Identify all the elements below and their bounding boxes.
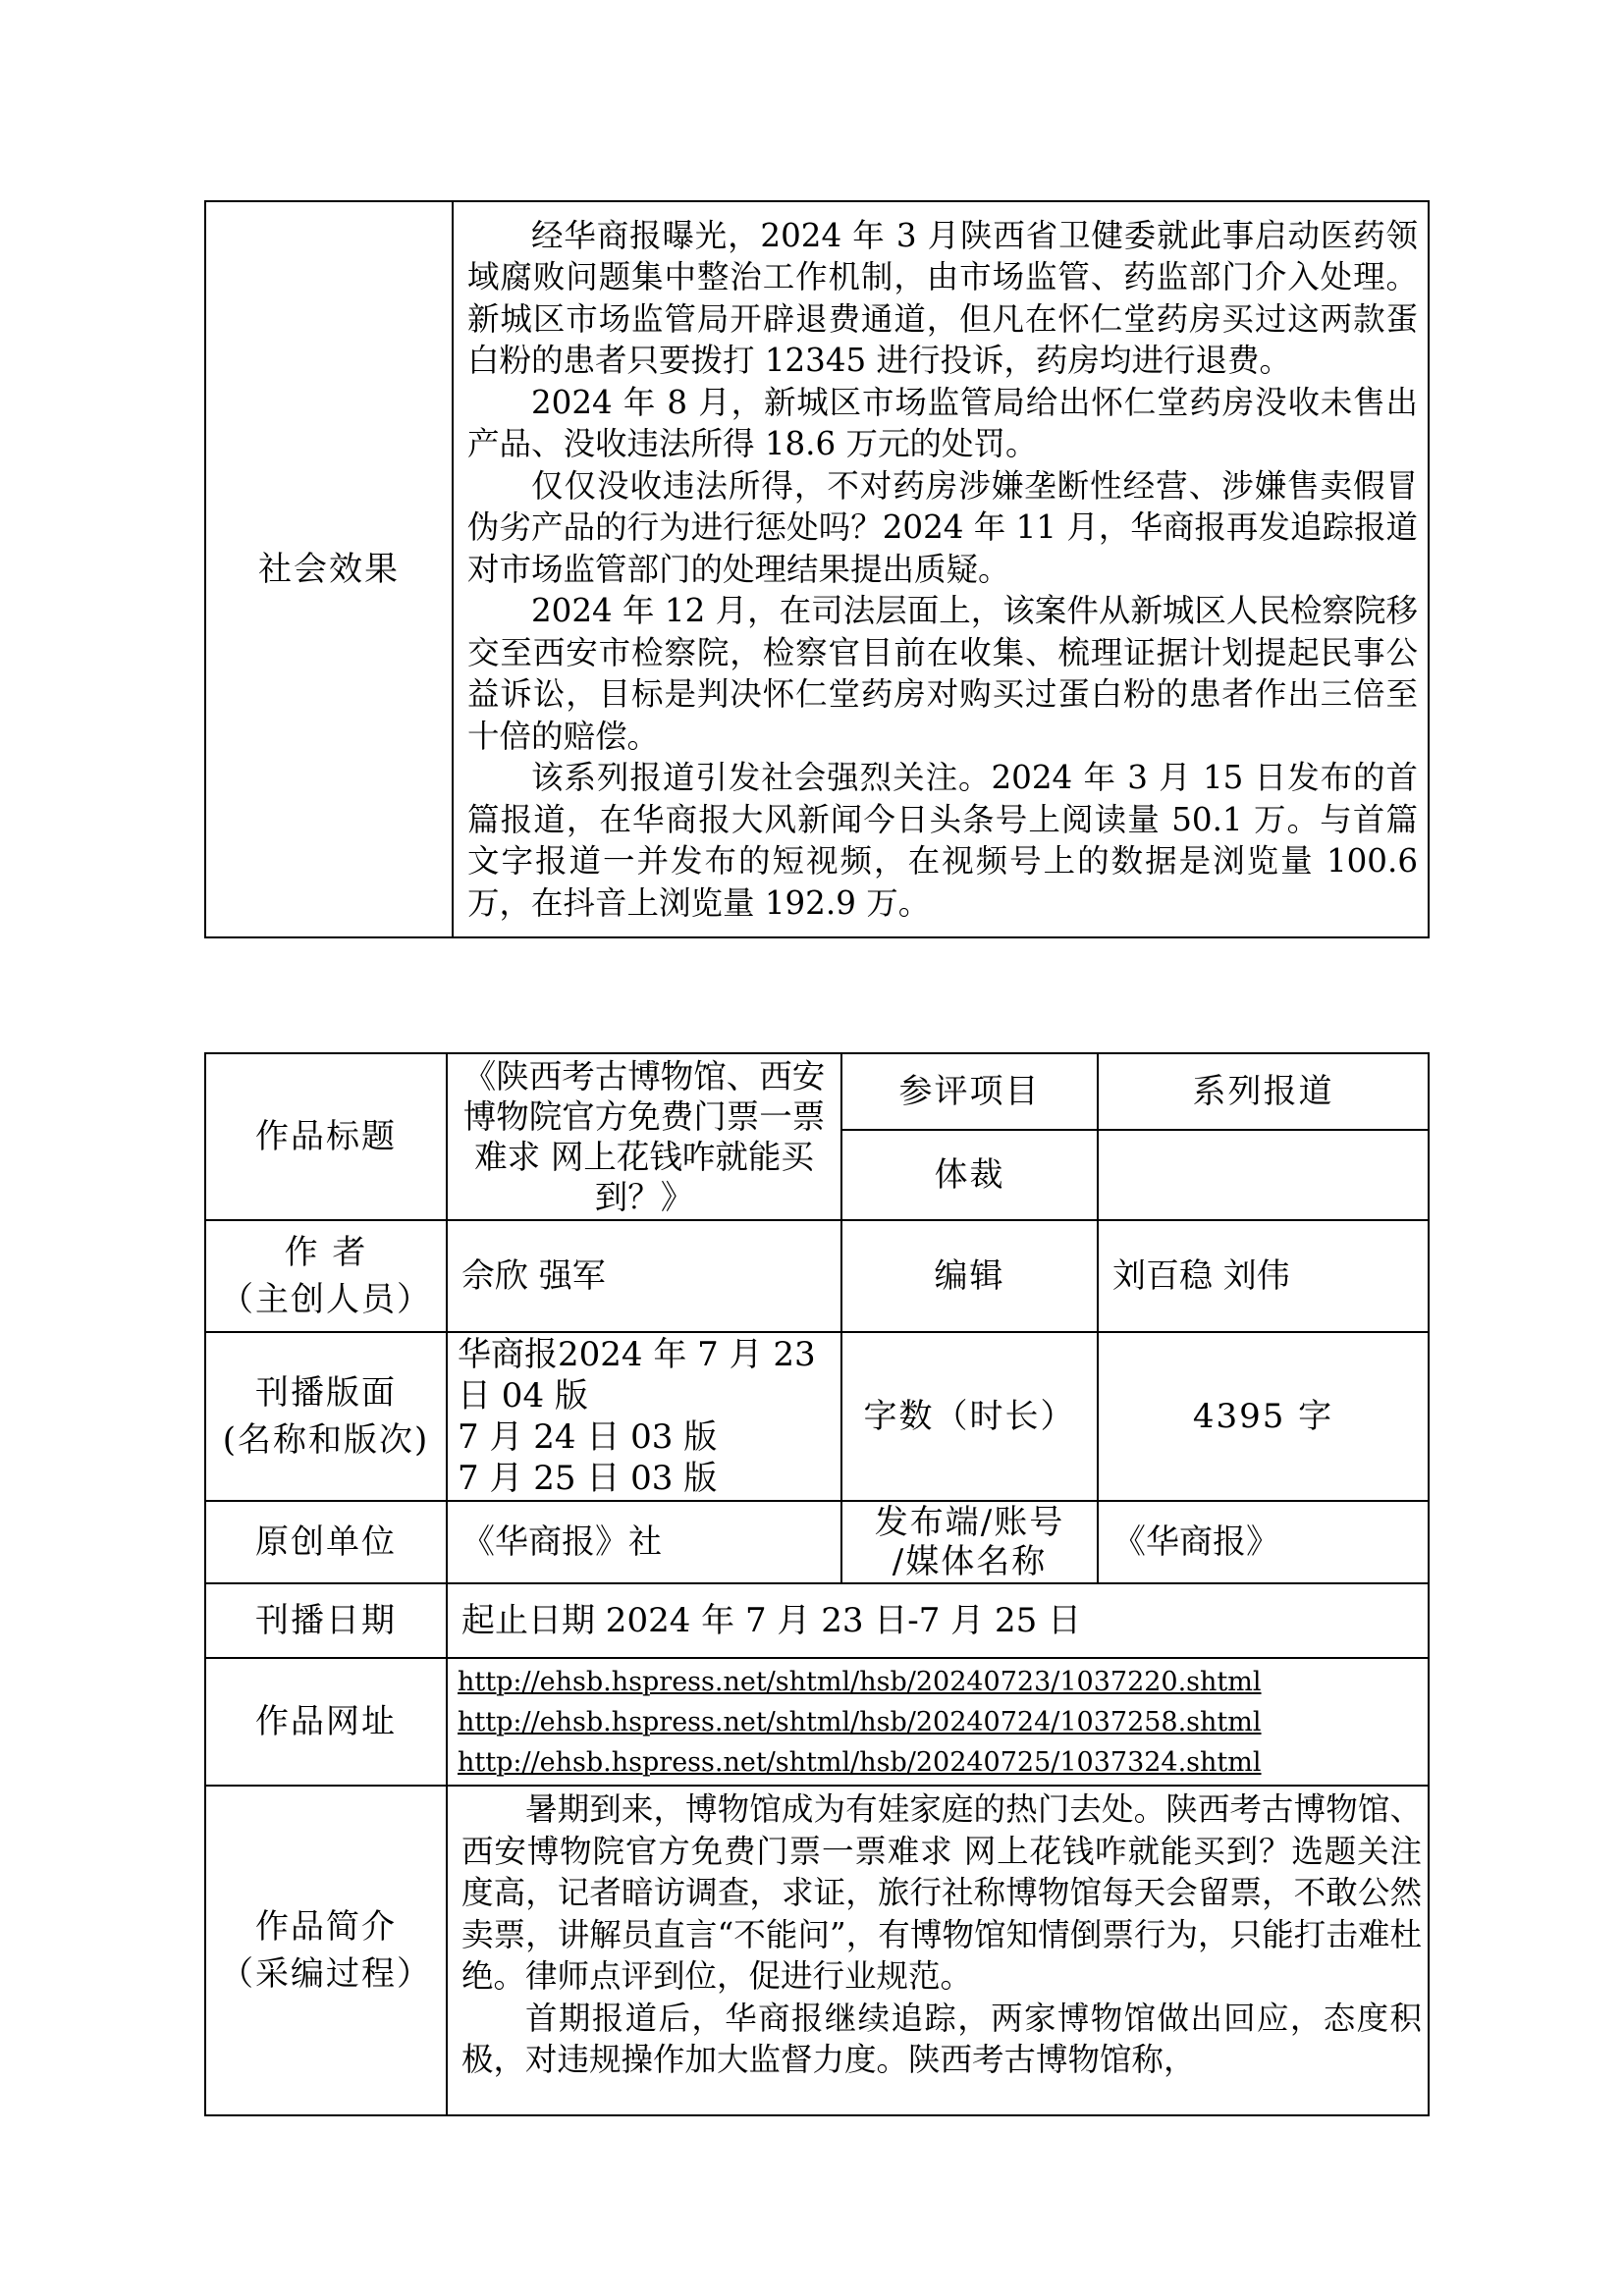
platform-label [841,1501,1098,1583]
work-info-table [204,1052,1430,2116]
effect-paragraph: 2024 年 12 月，在司法层面上，该案件从新城区人民检察院移交至西安市检察院，检察官目前在收集、梳理证据计划提起民事公益诉讼，目标是判决怀仁堂药房对购买过蛋白粉的患者作出三倍至十倍的赔偿。 [467,592,1418,755]
genre-value [1098,1130,1429,1220]
title-value: 《陕西考古博物馆、西安博物院官方免费门票一票难求 网上花钱咋就能买到？》 [447,1053,841,1220]
publish-label-sub: (名称和版次) [222,1420,430,1460]
social-effect-label: 社会效果 [205,201,453,937]
category-value: 系列报道 [1098,1053,1429,1130]
intro-paragraph: 暑期到来，博物馆成为有娃家庭的热门去处。陕西考古博物馆、西安博物院官方免费门票一票难求 网上花钱咋就能买到？选题关注度高，记者暗访调查，求证，旅行社称博物馆每天会留票，不敢公然卖票，讲解员直言“不能问”，有博物馆知情倒票行为，只能打击难杜绝。律师点评到位，促进行业规范。 [461,1790,1422,1995]
effect-paragraph: 2024 年 8 月，新城区市场监管局给出怀仁堂药房没收未售出产品、没收违法所得 18.6 万元的处罚。 [467,383,1418,463]
date-value: 起止日期 2024 年 7 月 23 日-7 月 25 日 [447,1583,1429,1658]
intro-content [447,1786,1429,2115]
intro-paragraph: 首期报道后，华商报继续追踪，两家博物馆做出回应，态度积极，对违规操作加大监督力度。陕西考古博物馆称， [461,1999,1422,2078]
intro-label-sub: （采编过程） [220,1954,432,1994]
author-value: 佘欣 强军 [447,1220,841,1332]
publish-line: 华商报2024 年 7 月 23 [458,1335,816,1374]
work-url-link[interactable]: http://ehsb.hspress.net/shtml/hsb/20240723/1037220.shtml [458,1666,1262,1697]
publish-line: 7 月 25 日 03 版 [458,1459,718,1498]
publish-label [205,1332,447,1501]
effect-paragraph: 仅仅没收违法所得，不对药房涉嫌垄断性经营、涉嫌售卖假冒伪劣产品的行为进行惩处吗？2024 年 11 月，华商报再发追踪报道对市场监管部门的处理结果提出质疑。 [467,466,1418,588]
intro-label [205,1786,447,2115]
origin-value: 《华商报》社 [447,1501,841,1583]
platform-label-sub: /媒体名称 [892,1542,1048,1581]
wordcount-label: 字数（时长） [841,1332,1098,1501]
social-effect-content [453,201,1429,937]
work-url-link[interactable]: http://ehsb.hspress.net/shtml/hsb/20240724/1037258.shtml [458,1706,1262,1737]
publish-label-line: 刊播版面 [255,1373,397,1413]
platform-value: 《华商报》 [1098,1501,1429,1583]
effect-paragraph: 该系列报道引发社会强烈关注。2024 年 3 月 15 日发布的首篇报道，在华商报大风新闻今日头条号上阅读量 50.1 万。与首篇文字报道一并发布的短视频，在视频号上的数据是浏览量 100.6 万，在抖音上浏览量 192.9 万。 [467,759,1418,922]
publish-line: 7 月 24 日 03 版 [458,1417,718,1457]
author-label [205,1220,447,1332]
wordcount-value: 4395 字 [1098,1332,1429,1501]
publish-line: 日 04 版 [458,1376,588,1415]
date-label: 刊播日期 [205,1583,447,1658]
origin-label: 原创单位 [205,1501,447,1583]
editor-label: 编辑 [841,1220,1098,1332]
category-label: 参评项目 [841,1053,1098,1130]
editor-value: 刘百稳 刘伟 [1098,1220,1429,1332]
title-label: 作品标题 [205,1053,447,1220]
work-url-link[interactable]: http://ehsb.hspress.net/shtml/hsb/20240725/1037324.shtml [458,1746,1262,1778]
effect-paragraph: 经华商报曝光，2024 年 3 月陕西省卫健委就此事启动医药领域腐败问题集中整治工作机制，由市场监管、药监部门介入处理。新城区市场监管局开辟退费通道，但凡在怀仁堂药房买过这两款蛋白粉的患者只要拨打 12345 进行投诉，药房均进行退费。 [467,216,1418,380]
url-list [447,1658,1429,1786]
platform-label-line: 发布端/账号 [874,1503,1065,1542]
author-label-line: 作 者 [284,1233,368,1272]
author-label-sub: （主创人员） [220,1280,432,1319]
publish-value [447,1332,841,1501]
intro-label-line: 作品简介 [255,1907,397,1947]
genre-label: 体裁 [841,1130,1098,1220]
social-effect-table [204,200,1430,938]
url-label: 作品网址 [205,1658,447,1786]
